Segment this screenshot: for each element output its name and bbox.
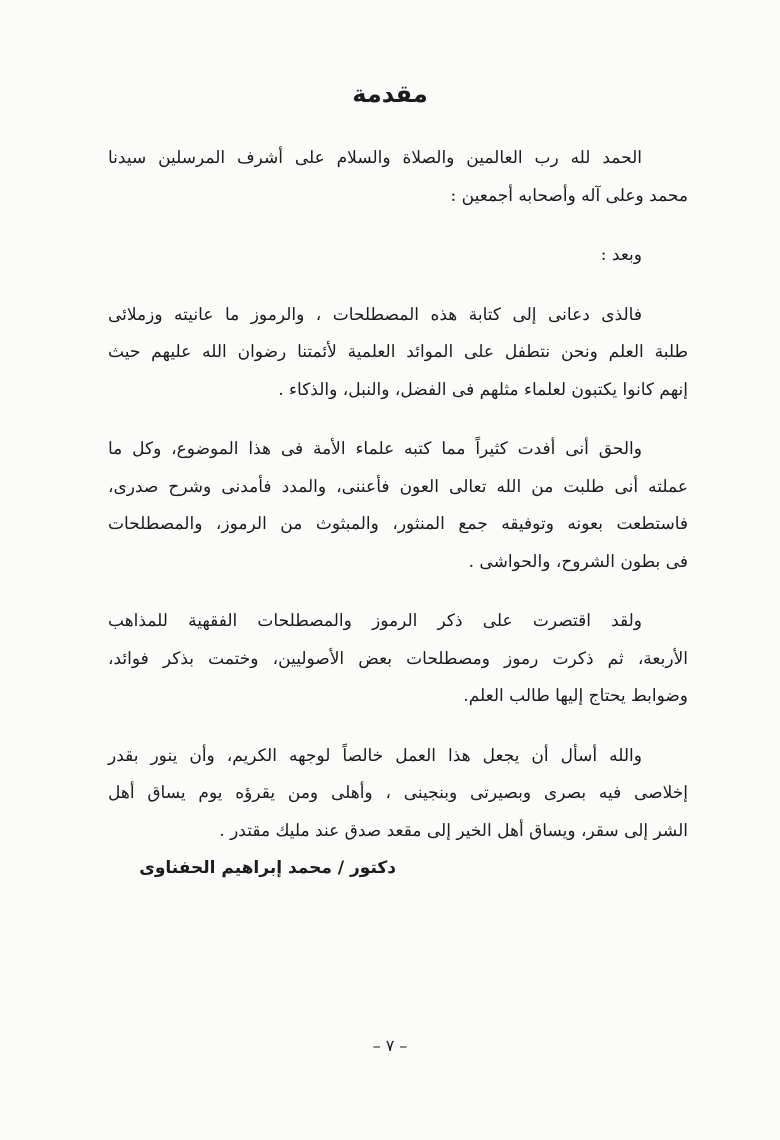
text-line: الشر إلى سقر، ويساق أهل الخير إلى مقعد صدق عند مليك مقتدر . (219, 820, 688, 841)
text-line: وبعد : (600, 245, 642, 265)
text-line: وضوابط يحتاج إليها طالب العلم. (463, 686, 688, 706)
paragraph-acknowledgement (108, 431, 688, 581)
text-line: إخلاصى فيه بصرى وبصيرتى وبنجينى ، وأهلى ومن يقرؤه يوم يساق أهل (108, 783, 688, 803)
text-line: فاستطعت بعونه وتوفيقه جمع المنثور، والمبثوث من الرموز، والمصطلحات (108, 514, 688, 534)
body-text (108, 140, 688, 872)
text-line: فالذى دعانى إلى كتابة هذه المصطلحات ، والرموز ما عانيته وزملائى (108, 304, 642, 325)
text-line: ولقد اقتصرت على ذكر الرموز والمصطلحات الفقهية للمذاهب (108, 611, 642, 631)
paragraph-prayer (108, 738, 688, 851)
text-line: الأربعة، ثم ذكرت رموز ومصطلحات بعض الأصوليين، وختمت بذكر فوائد، (108, 648, 688, 669)
text-line: فى بطون الشروح، والحواشى . (468, 551, 688, 572)
page-number: – ٧ – (372, 1036, 408, 1055)
paragraph-motivation (108, 297, 688, 410)
text-line: محمد وعلى آله وأصحابه أجمعين : (450, 185, 688, 206)
text-line: والله أسأل أن يجعل هذا العمل خالصاً لوجهه الكريم، وأن ينور بقدر (108, 745, 642, 766)
page-title: مقدمة (352, 80, 428, 108)
paragraph-waba3d (108, 237, 688, 275)
text-line: طلبة العلم ونحن نتطفل على الموائد العلمية لأئمتنا رضوان الله عليهم حيث (108, 342, 688, 362)
paragraph-opening (108, 140, 688, 215)
text-line: عملته أنى طلبت من الله تعالى العون فأعننى، والمدد فأمدنى وشرح صدرى، (108, 476, 688, 497)
paragraph-scope (108, 603, 688, 716)
text-line: والحق أنى أفدت كثيراً مما كتبه علماء الأمة فى هذا الموضوع، وكل ما (108, 439, 642, 459)
author-signature: دكتور / محمد إبراهيم الحفناوى (139, 858, 396, 878)
text-line: الحمد لله رب العالمين والصلاة والسلام على أشرف المرسلين سيدنا (108, 148, 642, 168)
text-line: إنهم كانوا يكتبون لعلماء مثلهم فى الفضل، والنبل، والذكاء . (278, 379, 688, 400)
